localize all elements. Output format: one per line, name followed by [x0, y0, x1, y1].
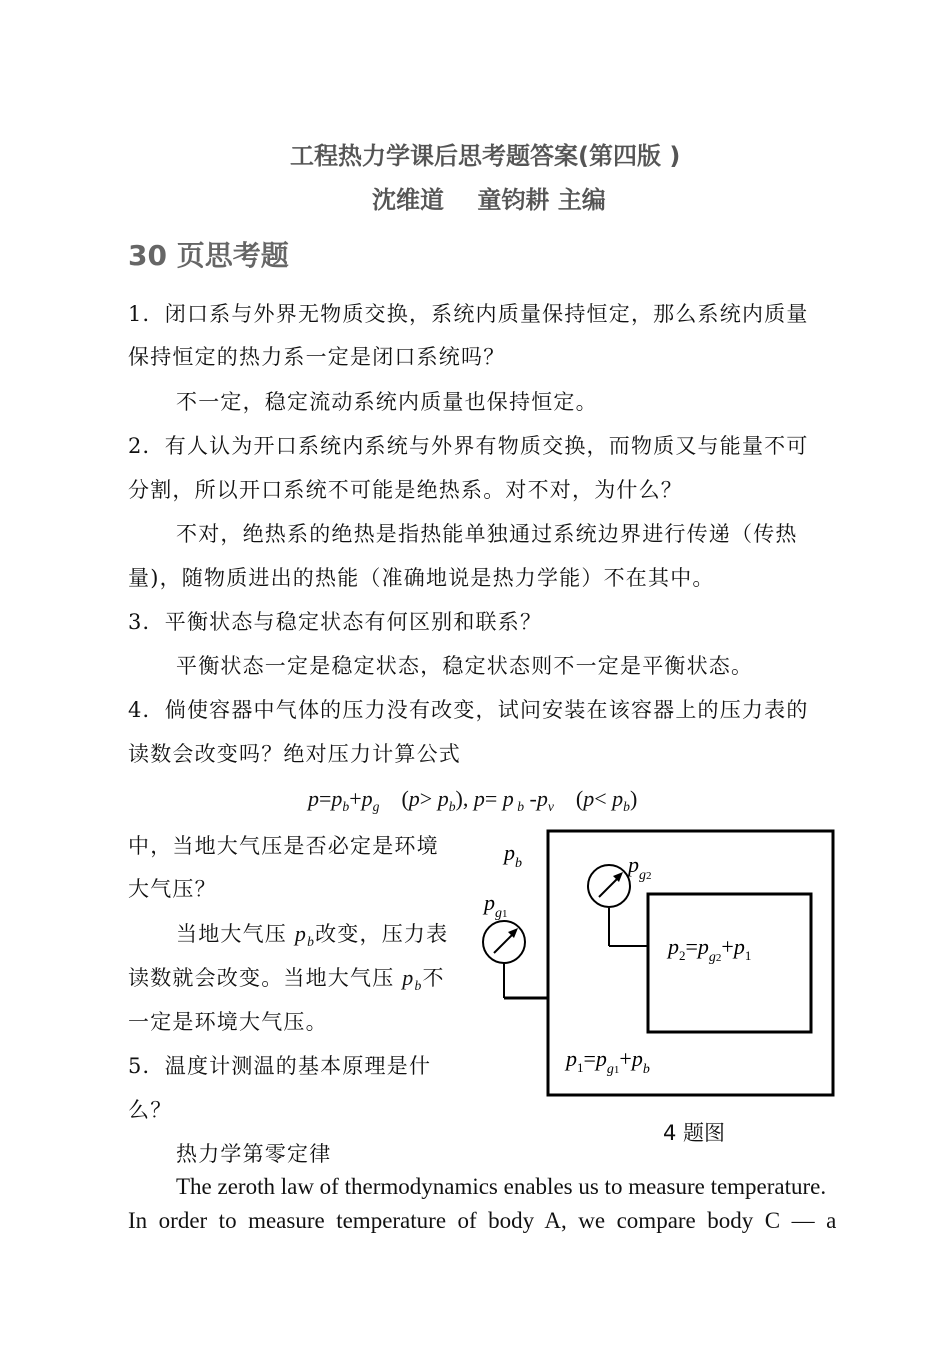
question-1-line-2: 保持恒定的热力系一定是闭口系统吗？ [128, 345, 506, 369]
answer-4-line-3: 一定是环境大气压。 [128, 1010, 328, 1034]
question-2-line-2: 分割，所以开口系统不可能是绝热系。对不对，为什么？ [128, 478, 683, 502]
question-2-line-1: 2．有人认为开口系统内系统与外界有物质交换，而物质又与能量不可 [128, 434, 809, 458]
pressure-gauge-diagram [470, 822, 850, 1112]
answer-2-line-2: 量)，随物质进出的热能（准确地说是热力学能）不在其中。 [128, 566, 715, 590]
document-title: 工程热力学课后思考题答案(第四版 ) [290, 142, 681, 170]
absolute-pressure-formula: $p=p_b+p_g$ $(p> p_b)$, p= p $_b$ $-p_v$ $(p< p_b)$ [308, 786, 638, 814]
label-pg1: $p_g1$ [484, 890, 508, 921]
question-4-line-1: 4．倘使容器中气体的压力没有改变，试问安装在该容器上的压力表的 [128, 698, 809, 722]
answer-5: 热力学第零定律 [176, 1142, 332, 1166]
figure-caption: 4 题图 [663, 1121, 726, 1145]
section-heading: 30 页思考题 [128, 239, 289, 272]
answer-3: 平衡状态一定是稳定状态，稳定状态则不一定是平衡状态。 [176, 654, 754, 678]
question-1-line-1: 1．闭口系与外界无物质交换，系统内质量保持恒定，那么系统内质量 [128, 302, 809, 326]
document-authors: 沈维道 童钧耕 主编 [372, 186, 606, 214]
question-4-line-3: 中，当地大气压是否必定是环境 [128, 834, 439, 858]
label-p1-equation: $p_1=p_g1+p_b$ [566, 1046, 650, 1077]
answer-4-line-2: 读数就会改变。当地大气压 $p_b$不 [128, 965, 445, 993]
answer-4-line-1: 当地大气压 $p_b$改变，压力表 [176, 921, 449, 949]
question-5-line-2: 么？ [128, 1098, 173, 1122]
label-pg2: $p_g2$ [628, 852, 652, 883]
english-line-2: In order to measure temperature of body A, we compare body C — a [128, 1208, 837, 1233]
question-5-line-1: 5．温度计测温的基本原理是什 [128, 1054, 432, 1078]
english-line-1: The zeroth law of thermodynamics enables us to measure temperature. [176, 1174, 827, 1199]
question-3: 3．平衡状态与稳定状态有何区别和联系？ [128, 610, 543, 634]
answer-2-line-1: 不对，绝热系的绝热是指热能单独通过系统边界进行传递（传热 [176, 522, 798, 546]
label-p2-equation: $p_2=p_g2+p_1$ [668, 934, 752, 965]
label-pb: $p_b$ [504, 840, 522, 871]
question-4-line-4: 大气压？ [128, 877, 217, 901]
question-4-line-2: 读数会改变吗？绝对压力计算公式 [128, 742, 461, 766]
answer-1: 不一定，稳定流动系统内质量也保持恒定。 [176, 390, 598, 414]
inner-container [648, 894, 811, 1032]
